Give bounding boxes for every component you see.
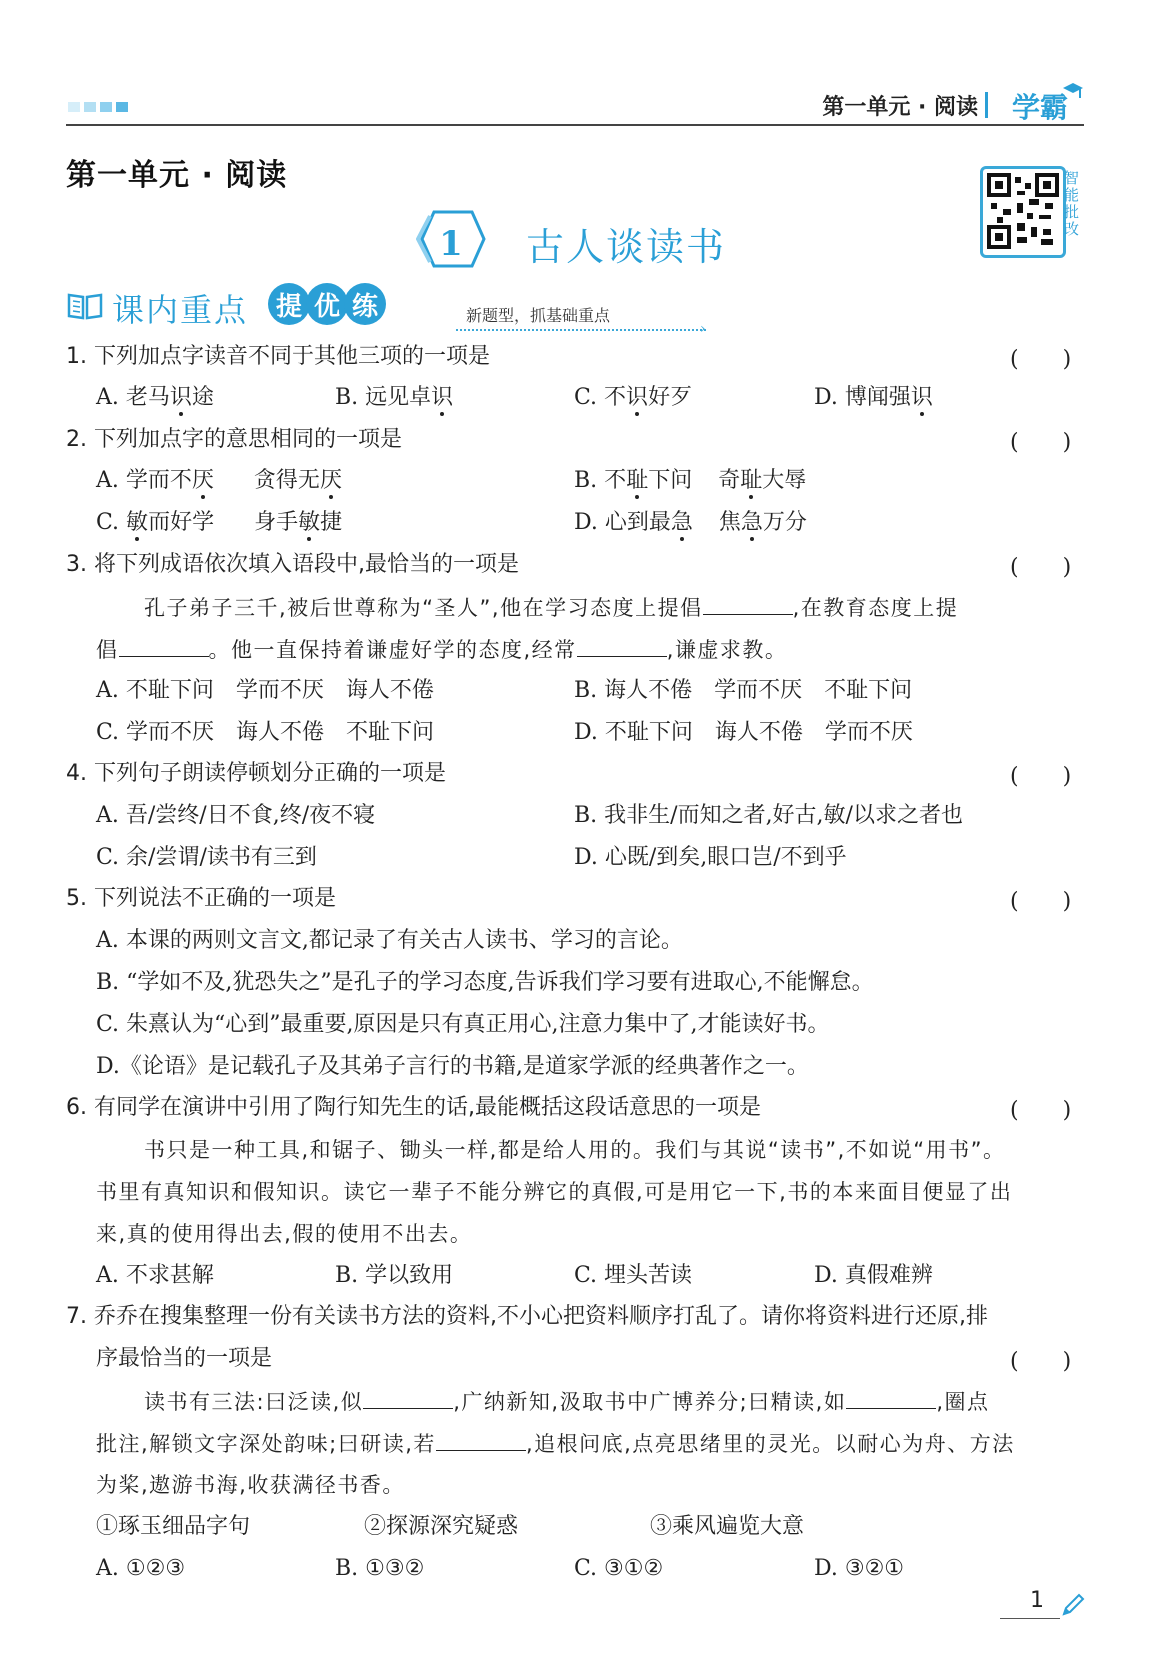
question-3-stem: 3. 将下列成语依次填入语段中,最恰当的一项是 [66,552,519,577]
question-4-stem: 4. 下列句子朗读停顿划分正确的一项是 [66,761,446,786]
section-banner [66,283,706,337]
running-header [66,86,1084,126]
question-1-option-a: A. 老马识途 [96,385,214,410]
fill-blank[interactable] [703,592,793,615]
question-6-option-a: A. 不求甚解 [96,1263,214,1288]
question-3-option-b: B. 诲人不倦 学而不厌 不耻下问 [574,678,913,703]
question-7-passage-line: 为桨,遨游书海,收获满径书香。 [96,1473,405,1497]
question-6-stem: 6. 有同学在演讲中引用了陶行知先生的话,最能概括这段话意思的一项是 [66,1095,761,1120]
question-7-item: ②探源深究疑惑 [364,1514,519,1539]
question-1-option-c: C. 不识好歹 [574,385,693,410]
banner-dotted-line [456,329,706,331]
answer-blank[interactable]: ( ) [1010,430,1072,455]
question-2-option-a: A. 学而不厌 贪得无厌 [96,468,342,493]
question-7-stem: 7. 乔乔在搜集整理一份有关读书方法的资料,不小心把资料顺序打乱了。请你将资料进行还原,排 [66,1304,988,1329]
fill-blank[interactable] [577,634,667,657]
fill-blank[interactable] [436,1428,526,1451]
answer-blank[interactable]: ( ) [1010,764,1072,789]
question-7-option-b: B. ①③② [335,1556,425,1581]
qr-side-char: 批 [1064,203,1080,221]
question-3-option-a: A. 不耻下问 学而不厌 诲人不倦 [96,678,434,703]
banner-text: 课内重点 [112,291,249,329]
question-7-item: ③乘风遍览大意 [650,1514,805,1539]
question-3-option-c: C. 学而不厌 诲人不倦 不耻下问 [96,720,435,745]
footer-rule [1000,1618,1060,1619]
question-2-stem: 2. 下列加点字的意思相同的一项是 [66,427,402,452]
question-7-item: ①琢玉细品字句 [96,1514,251,1539]
banner-pill: 提 [268,283,310,325]
question-7-passage-line: 读书有三法:曰泛读,似 ,广纳新知,汲取书中广博养分;曰精读,如 ,圈点 [144,1386,990,1417]
page-number: 1 [1030,1588,1044,1613]
answer-blank[interactable]: ( ) [1010,889,1072,914]
question-3-passage-line: 孔子弟子三千,被后世尊称为“圣人”,他在学习态度上提倡 ,在教育态度上提 [144,592,958,623]
graduation-cap-icon [1062,80,1084,104]
qr-side-char: 智 [1064,169,1080,187]
question-6-option-c: C. 埋头苦读 [574,1263,693,1288]
question-7-passage-line: 批注,解锁文字深处韵味;曰研读,若 ,追根问底,点亮思绪里的灵光。以耐心为舟、方法 [96,1428,1015,1459]
question-2-option-c: C. 敏而好学 身手敏捷 [96,510,343,535]
question-6-passage-line: 来,真的使用得出去,假的使用不出去。 [96,1222,473,1246]
answer-blank[interactable]: ( ) [1010,1098,1072,1123]
question-2-option-d: D. 心到最急 焦急万分 [574,510,807,535]
question-5-option-a: A. 本课的两则文言文,都记录了有关古人读书、学习的言论。 [96,928,683,953]
header-brand: 学霸 [1011,91,1068,124]
question-4-option-b: B. 我非生/而知之者,好古,敏/以求之者也 [574,803,963,828]
fill-blank[interactable] [119,634,209,657]
qr-side-label [1064,170,1084,238]
header-title: 第一单元 · 阅读 [822,95,978,120]
answer-blank[interactable]: ( ) [1010,555,1072,580]
question-4-option-a: A. 吾/尝终/日不食,终/夜不寝 [96,803,376,828]
banner-pill: 练 [344,283,386,325]
banner-subtitle: 新题型，抓基础重点 [466,306,611,325]
answer-blank[interactable]: ( ) [1010,347,1072,372]
qr-side-char: 能 [1064,186,1080,204]
header-divider [985,92,988,118]
question-3-passage-line: 倡 。他一直保持着谦虚好学的态度,经常 ,谦虚求教。 [96,634,787,665]
question-4-option-c: C. 余/尝谓/读书有三到 [96,845,317,870]
banner-pills [268,283,382,325]
qr-side-char: 改 [1064,220,1080,238]
unit-title: 第一单元 · 阅读 [66,158,288,193]
header-decor-squares [68,102,128,112]
question-7-option-d: D. ③②① [814,1556,905,1581]
question-7-option-a: A. ①②③ [96,1556,186,1581]
question-6-option-b: B. 学以致用 [335,1263,454,1288]
lesson-number: 1 [439,224,463,264]
arrow-right-icon: › [700,321,706,337]
question-2-option-b: B. 不耻下问 奇耻大辱 [574,468,807,493]
lesson-heading [416,204,746,272]
question-6-passage-line: 书里有真知识和假知识。读它一辈子不能分辨它的真假,可是用它一下,书的本来面目便显了出 [96,1180,1013,1204]
question-3-option-d: D. 不耻下问 诲人不倦 学而不厌 [574,720,913,745]
question-7-stem-cont: 序最恰当的一项是 [96,1346,273,1371]
question-5-stem: 5. 下列说法不正确的一项是 [66,886,336,911]
question-5-option-b: B. “学如不及,犹恐失之”是孔子的学习态度,告诉我们学习要有进取心,不能懈怠。 [96,970,874,995]
pencil-icon [1060,1592,1086,1618]
question-5-option-c: C. 朱熹认为“心到”最重要,原因是只有真正用心,注意力集中了,才能读好书。 [96,1012,830,1037]
answer-blank[interactable]: ( ) [1010,1349,1072,1374]
question-6-passage-line: 书只是一种工具,和锯子、锄头一样,都是给人用的。我们与其说“读书”,不如说“用书”。 [144,1138,1006,1162]
question-7-option-c: C. ③①② [574,1556,664,1581]
banner-pill: 优 [306,283,348,325]
fill-blank[interactable] [363,1386,453,1409]
open-book-icon [66,291,104,321]
lesson-title: 古人谈读书 [526,225,727,269]
question-1-option-d: D. 博闻强识 [814,385,933,410]
question-1-stem: 1. 下列加点字读音不同于其他三项的一项是 [66,344,490,369]
question-6-option-d: D. 真假难辨 [814,1263,933,1288]
qr-code-icon[interactable] [980,166,1066,258]
question-5-option-d: D.《论语》是记载孔子及其弟子言行的书籍,是道家学派的经典著作之一。 [96,1054,809,1079]
fill-blank[interactable] [846,1386,936,1409]
question-4-option-d: D. 心既/到矣,眼口岂/不到乎 [574,845,847,870]
question-1-option-b: B. 远见卓识 [335,385,454,410]
